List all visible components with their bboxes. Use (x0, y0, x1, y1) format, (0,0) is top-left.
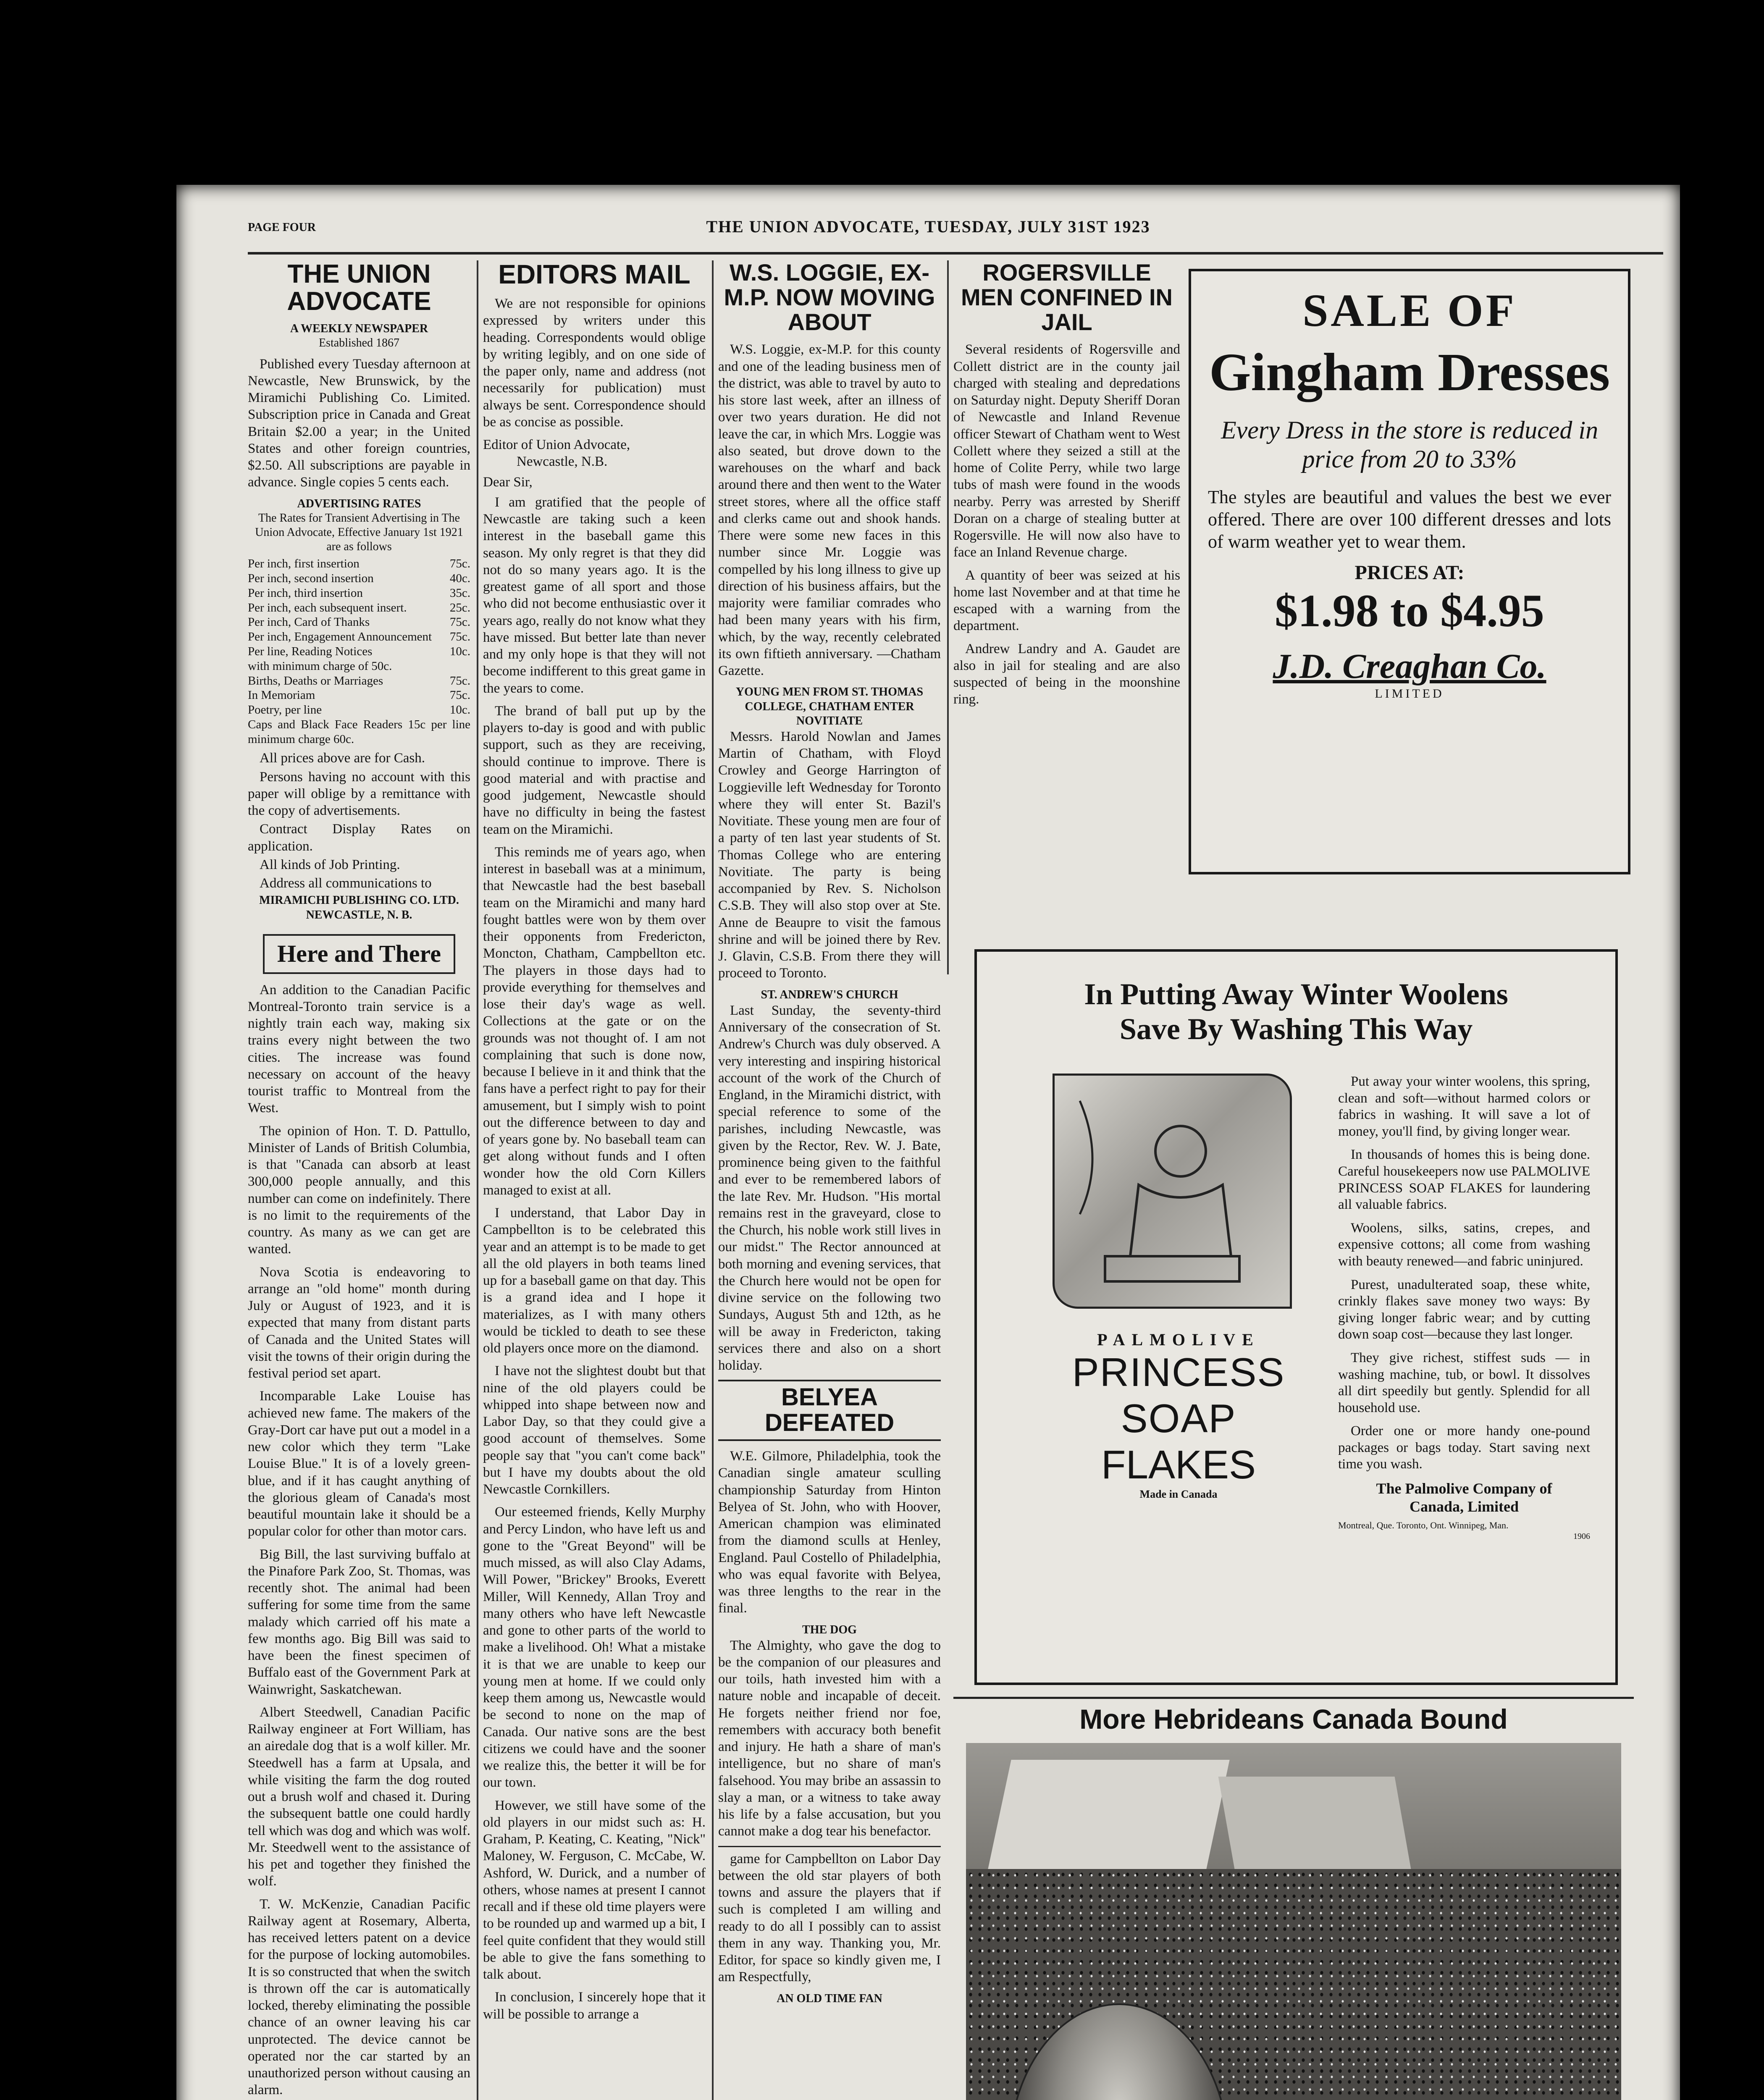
column-rule (712, 260, 714, 2100)
rate-price: 75c. (449, 630, 470, 644)
here-item: An addition to the Canadian Pacific Montreal-Toronto train service is a nightly train each way, making six trains every night between the two cities. The increase was found necessary on account of the heavy tourist traffic to Montreal from the West. (248, 982, 470, 1116)
rogersville-title: ROGERSVILLE MEN CONFINED IN JAIL (961, 260, 1173, 335)
address-town: NEWCASTLE, N. B. (306, 908, 412, 921)
palmolive-p5: They give richest, stiffest suds — in washing machine, tub, or bowl. It dissolves all dirt speedily but gently. Splendid for all household use. (1338, 1350, 1590, 1415)
rate-row (248, 644, 470, 659)
ad-limited: LIMITED (1375, 687, 1444, 701)
column-rule (947, 260, 949, 974)
laundry-illustration (1053, 1074, 1292, 1309)
palmolive-p3: Woolens, silks, satins, crepes, and expensive cottons; all come from washing with beauty renewed—and fabric uninjured. (1338, 1220, 1590, 1269)
novitiate-title: YOUNG MEN FROM ST. THOMAS COLLEGE, CHATHAM ENTER NOVITIATE (735, 685, 924, 727)
rate-row (248, 601, 470, 615)
rates-title: ADVERTISING RATES (297, 497, 421, 510)
editors-disclaimer: We are not responsible for opinions expressed by writers under this heading. Correspondents would oblige by writing legibly, and on one side of the paper only, name and address (not necessarily for publication) must always be sent. Correspondence should be as concise as possible. (483, 296, 706, 430)
paper-subtitle: A WEEKLY NEWSPAPER (290, 322, 428, 336)
gingham-dresses-ad (1189, 269, 1630, 874)
rate-item: Births, Deaths or Marriages (248, 674, 383, 688)
rate-item: Poetry, per line (248, 703, 322, 717)
letter-paragraph: I have not the slightest doubt but that nine of the old players could be whipped into shape between now and Labor Day, so that they could give a good account of themselves. Some people say that "you can't come back" but I have my doubts about the old Newcastle Cornkillers. (483, 1363, 706, 1497)
rate-price: 75c. (449, 557, 470, 571)
column-3 (718, 260, 941, 2100)
ad-signature: J.D. Creaghan Co. (1273, 647, 1546, 686)
letter-body (483, 494, 706, 2023)
rates-note: All kinds of Job Printing. (260, 857, 400, 872)
rates-note: All prices above are for Cash. (260, 751, 425, 766)
letter-paragraph: In conclusion, I sincerely hope that it will be possible to arrange a (483, 1990, 706, 2022)
palmolive-p1: Put away your winter woolens, this spring, clean and soft—without harmed colors or fabrics in washing. It will save a lot of money, you'll find, by giving longer wear. (1338, 1074, 1590, 1139)
rate-row (248, 674, 470, 688)
palmolive-cities: Montreal, Que. Toronto, Ont. Winnipeg, Man. (1338, 1520, 1509, 1531)
ad-prices-label: PRICES AT: (1354, 562, 1465, 584)
belyea-title: BELYEA DEFEATED (718, 1380, 941, 1441)
rate-row (248, 571, 470, 586)
palmolive-p4: Purest, unadulterated soap, these white, crinkly flakes save money two ways: By giving longer fabric wear; and by cutting down soap cost—because they last longer. (1338, 1277, 1590, 1342)
palmolive-company-1: The Palmolive Company of (1376, 1480, 1552, 1497)
palmolive-brand-1: PRINCESS SOAP (1072, 1350, 1285, 1441)
rate-row (248, 630, 470, 644)
rates-intro: The Rates for Transient Advertising in The Union Advocate, Effective January 1st 1921 are as follows (255, 511, 463, 553)
palmolive-code: 1906 (1573, 1531, 1590, 1541)
rate-item: Per inch, each subsequent insert. (248, 601, 407, 614)
rate-row (248, 586, 470, 601)
letter-paragraph: I understand, that Labor Day in Campbellton is to be celebrated this year and an attempt is to be made to get all the old players in both teams lined up for a baseball game on that day. This is a grand idea and I hope it materializes, as I with many others would be tickled to death to see these old players once more on the diamond. (483, 1205, 706, 1356)
belyea-text: W.E. Gilmore, Philadelphia, took the Canadian single amateur sculling championship Saturday from Hinton Belyea of St. John, who with Hoover, American champion was eliminated from the diamond sculls at Henley, England. Paul Costello of Philadelphia, who was equal favorite with Belyea, was three lengths to the rear in the final. (718, 1449, 941, 1616)
letter-end: game for Campbellton on Labor Day between the old star players of both towns and assure the players that if such is completed I am willing and ready to do all I possibly can to assist them in any way. Thanking you, Mr. Editor, for space so kindly given me, I am Respectfully, (718, 1846, 941, 1986)
ad-sale-of: SALE OF (1302, 285, 1517, 336)
rogersville-text-3: Andrew Landry and A. Gaudet are also in jail for stealing and are also suspected of being in the moonshine ring. (953, 641, 1180, 707)
rate-item: Per inch, Engagement Announcement (248, 630, 432, 644)
ad-reduced: Every Dress in the store is reduced in price from 20 to 33% (1221, 416, 1599, 473)
rate-item: Per inch, second insertion (248, 571, 374, 585)
rate-item: with minimum charge of 50c. (248, 659, 392, 673)
loggie-title: W.S. LOGGIE, EX-M.P. NOW MOVING ABOUT (724, 260, 935, 335)
ad-product: Gingham Dresses (1209, 342, 1610, 402)
novitiate-text: Messrs. Harold Nowlan and James Martin of Chatham, with Floyd Crowley and George Harrington of Loggieville left Wednesday for Toronto where they will enter St. Bazil's Novitiate. These young men are four of a party of ten last year students of St. Thomas College who are entering Novitiate. The party is being accompanied by Rev. S. Nicholson C.S.B. They will also stop over at Ste. Anne de Beaupre to visit the famous shrine and will be joined there by Rev. J. Glavin, C.S.B. From there they will proceed to Toronto. (718, 729, 941, 981)
newspaper-page (176, 185, 1680, 2100)
rates-note: Persons having no account with this paper will oblige by a remittance with the copy of advertisements. (248, 769, 470, 819)
palmolive-ad (974, 949, 1618, 1685)
editors-mail-title: EDITORS MAIL (498, 260, 690, 289)
established: Established 1867 (318, 336, 400, 350)
rate-row (248, 615, 470, 630)
letter-paragraph: Our esteemed friends, Kelly Murphy and Percy Lindon, who have left us and gone to the "Great Beyond" will be much missed, as will also Clay Adams, Will Power, "Brickey" Brooks, Everett Miller, Will Kennedy, Allan Troy and many others who have left Newcastle and gone to other parts of the world to make a livelihood. Oh! What a mistake it is that we are unable to keep our young men at home. If we could only keep them among us, Newcastle would be second to none on the map of Canada. Our native sons are the best citizens we could have and the sooner we realize this, the better it will be for our town. (483, 1504, 706, 1790)
photo-roof (988, 1760, 1229, 1869)
rate-item: Per line, Reading Notices (248, 644, 373, 658)
rate-row (248, 703, 470, 717)
palmolive-brand-block (1032, 1330, 1326, 1501)
rate-price: 40c. (449, 571, 470, 585)
rogersville-text: Several residents of Rogersville and Collett district are in the county jail charged with stealing and depredations on Saturday night. Deputy Sheriff Doran of Newcastle and Inland Revenue officer Stewart of Chatham went to West Collett where they seized a still at the home of Colite Perry, while two large tubs of mash were found in the woods nearby. Perry was arrested by Sheriff Doran on a charge of stealing butter at Rogersville. He will now also have to face an Inland Revenue charge. (953, 342, 1180, 560)
rate-row (248, 556, 470, 571)
letter-signoff: AN OLD TIME FAN (777, 1992, 882, 2005)
dog-title: THE DOG (802, 1623, 857, 1636)
ad-prices: $1.98 to $4.95 (1275, 585, 1544, 637)
woman-washing-icon (1055, 1076, 1290, 1307)
letter-paragraph: However, we still have some of the old players in our midst such as: H. Graham, P. Keating, C. Keating, "Nick" Maloney, W. Ferguson, C. McCabe, W. Ashford, W. Durick, and a number of others, whose names at present I cannot recall and if these old time players were to be rounded up and warmed up a bit, I feel quite confident that they would still be able to give the fans something to talk about. (483, 1798, 706, 1982)
palmolive-headline-2: Save By Washing This Way (1119, 1012, 1473, 1046)
here-and-there-title: Here and There (263, 934, 455, 974)
rate-price: 75c. (449, 674, 470, 688)
palmolive-company-2: Canada, Limited (1409, 1498, 1519, 1515)
rate-item: Per inch, third insertion (248, 586, 363, 600)
letter-to-line1: Editor of Union Advocate, (483, 437, 630, 453)
hebrideans-title: More Hebrideans Canada Bound (953, 1697, 1634, 1735)
loggie-text: W.S. Loggie, ex-M.P. for this county and one of the leading business men of the district, was able to travel by auto to his store last week, after an illness of over two years duration. He did not leave the car, in which Mrs. Loggie was also seated, but drove down to the warehouses on the wharf and back around there and then went to the Water street stores, where all the office staff and clerks came out and shook hands. There were some new faces in this number since Mr. Loggie was compelled by his long illness to give up direction of his business affairs, but the majority were familiar comrades who had been many years with his firm, which, by the way, recently celebrated its own fiftieth anniversary. —Chatham Gazette. (718, 342, 941, 679)
rate-price: 25c. (449, 601, 470, 614)
rate-price: 10c. (449, 703, 470, 717)
ad-body: The styles are beautiful and values the best we ever offered. There are over 100 different dresses and lots of warm weather yet to wear them. (1208, 487, 1611, 552)
rates-note: Address all communications to (260, 876, 432, 891)
palmolive-brand-2: FLAKES (1101, 1442, 1256, 1487)
rate-row (248, 717, 470, 747)
rate-item: Caps and Black Face Readers 15c per line minimum charge 60c. (248, 717, 470, 746)
rate-row (248, 659, 470, 674)
here-item: Albert Steedwell, Canadian Pacific Railway engineer at Fort William, has an airedale dog that is a wolf killer. Mr. Steedwell has a farm at Upsala, and while visiting the farm the dog routed out a brush wolf and chased it. During the subsequent battle one could hardly tell which was dog and which was wolf. Mr. Steedwell went to the assistance of his pet and together they finished the wolf. (248, 1704, 470, 1889)
here-item: The opinion of Hon. T. D. Pattullo, Minister of Lands of British Columbia, is that "Canada can absorb at least 300,000 people annually, and this number can come on indefinitely. There is no limit to the requirements of the country. As many as we can get are wanted. (248, 1123, 470, 1257)
rates-note: Contract Display Rates on application. (248, 822, 470, 854)
palmolive-headline-1: In Putting Away Winter Woolens (1084, 977, 1508, 1011)
rate-item: Per inch, Card of Thanks (248, 615, 370, 629)
rates-table (248, 556, 470, 746)
here-item: Big Bill, the last surviving buffalo at the Pinafore Park Zoo, St. Thomas, was recently shot. The animal had been suffering for some time from the same malady which carried off his mate a few months ago. Big Bill was said to have been the finest specimen of Buffalo east of the Government Park at Wainwright, Saskatchewan. (248, 1546, 470, 1697)
letter-paragraph: I am gratified that the people of Newcastle are taking such a keen interest in the baseball game this season. My only regret is that they did not do so many years ago. It is the greatest game of all sport and those who did not become enthusiastic over it years ago, really do not know what they have missed. But better late than never and my only hope is that they will not become indifferent to this great game in the years to come. (483, 494, 706, 696)
hebrideans-photo (966, 1743, 1621, 2100)
palmolive-small: PALMOLIVE (1097, 1330, 1260, 1349)
column-2 (483, 260, 706, 2100)
rate-price: 35c. (449, 586, 470, 600)
address-company: MIRAMICHI PUBLISHING CO. LTD. (259, 894, 459, 907)
paper-title: THE UNION ADVOCATE (287, 260, 431, 316)
palmolive-made: Made in Canada (1139, 1488, 1218, 1500)
palmolive-p2: In thousands of homes this is being done. Careful housekeepers now use PALMOLIVE PRINCESS SOAP FLAKES for laundering all valuable fabrics. (1338, 1147, 1590, 1213)
rogersville-text-2: A quantity of beer was seized at his home last November and at that time he escaped with a warning from the department. (953, 567, 1180, 634)
rate-price: 75c. (449, 615, 470, 629)
letter-to-line2: Newcastle, N.B. (517, 454, 608, 470)
palmolive-copy (1338, 1074, 1590, 1541)
here-and-there-items (248, 982, 470, 2100)
church-text: Last Sunday, the seventy-third Anniversary of the consecration of St. Andrew's Church was duly observed. A very interesting and inspiring historical account of the work of the Church of England, in the Miramichi district, with special reference to some of the parishes, including Newcastle, was given by the Rector, Rev. W. J. Bate, prominence being given to the faithful and ever to be remembered labors of the late Rev. Mr. Hudson. "His mortal remains rest in the graveyard, close to the Church, his noble work still lives in our midst." The Rector announced at both morning and evening services, that the Church here would not be open for divine service on the following two Sundays, August 5th and 12th, as he will be away in Fredericton, taking services there and also on a short holiday. (718, 1003, 941, 1373)
letter-paragraph: The brand of ball put up by the players to-day is good and with public support, such as they are receiving, should continue to improve. There is good material and with practise and good judgement, Newcastle should have no difficulty in being the fastest team on the Miramichi. (483, 703, 706, 837)
rates-notes (248, 750, 470, 892)
photo-roof (1218, 1777, 1411, 1869)
rate-row (248, 688, 470, 703)
column-4 (953, 260, 1180, 974)
letter-salutation: Dear Sir, (483, 474, 533, 490)
rate-item: In Memoriam (248, 688, 315, 702)
rate-price: 75c. (449, 688, 470, 702)
header-rule (248, 227, 1663, 255)
here-item: Nova Scotia is endeavoring to arrange an "old home" month during July or August of 1923, and it is expected that many from distant parts of Canada and the United States will visit the towns of their origin during the festival period set apart. (248, 1264, 470, 1381)
palmolive-p6: Order one or more handy one-pound packages or bags today. Start saving next time you wash. (1338, 1423, 1590, 1472)
intro-text: Published every Tuesday afternoon at Newcastle, New Brunswick, by the Miramichi Publishing Co. Limited. Subscription price in Canada and Great Britain $2.00 a year; in the United States and other foreign countries, $2.50. All subscriptions are payable in advance. Single copies 5 cents each. (248, 356, 470, 490)
rate-item: Per inch, first insertion (248, 557, 360, 571)
church-title: ST. ANDREW'S CHURCH (761, 988, 898, 1001)
here-item: T. W. McKenzie, Canadian Pacific Railway agent at Rosemary, Alberta, has received letters patent on a device for the purpose of locking automobiles. It is so constructed that when the switch is thrown off the car is automatically locked, thereby eliminating the possible chance of an owner leaving his car unprotected. The device cannot be operated nor the car started by an unauthorized person without causing an alarm. (248, 1896, 470, 2098)
page-label: PAGE FOUR (248, 221, 316, 234)
letter-paragraph: This reminds me of years ago, when interest in baseball was at a minimum, that Newcastle had the best baseball team on the Miramichi and many hard fought battles were won by them over their opponents from Fredericton, Moncton, Chatham, Campbellton etc. The players in those days had to provide everything for themselves and lose their day's wage as well. Collections at the gate or on the grounds was not thought of. I am not complaining that such is done now, because I believe in it and think that the fans have a perfect right to pay for their amusement, but I simply wish to point out the difference between to day and of years gone by. No baseball team can get along without funds and I often wonder how the old Corn Killers managed to exist at all. (483, 844, 706, 1198)
dog-text: The Almighty, who gave the dog to be the companion of our pleasures and our toils, hath invested him with a nature noble and incapable of deceit. He forgets neither friend nor foe, remembers with accuracy both benefit and injury. He hath a share of man's intelligence, but no share of man's falsehood. You may bribe an assassin to slay a man, or a witness to take away his life by a false accusation, but you cannot make a dog tear his benefactor. (718, 1638, 941, 1839)
column-1 (248, 260, 470, 2100)
masthead: THE UNION ADVOCATE, TUESDAY, JULY 31ST 1923 (706, 217, 1150, 236)
rate-price: 10c. (449, 644, 470, 658)
here-item: Incomparable Lake Louise has achieved new fame. The makers of the Gray-Dort car have put out a model in a new color which they term "Lake Louise Blue." It is of a lovely green-blue, and if it has caught anything of the glorious gleam of Canada's most beautiful mountain lake it should be a popular color for other than motor cars. (248, 1389, 470, 1539)
column-rule (477, 260, 478, 2100)
